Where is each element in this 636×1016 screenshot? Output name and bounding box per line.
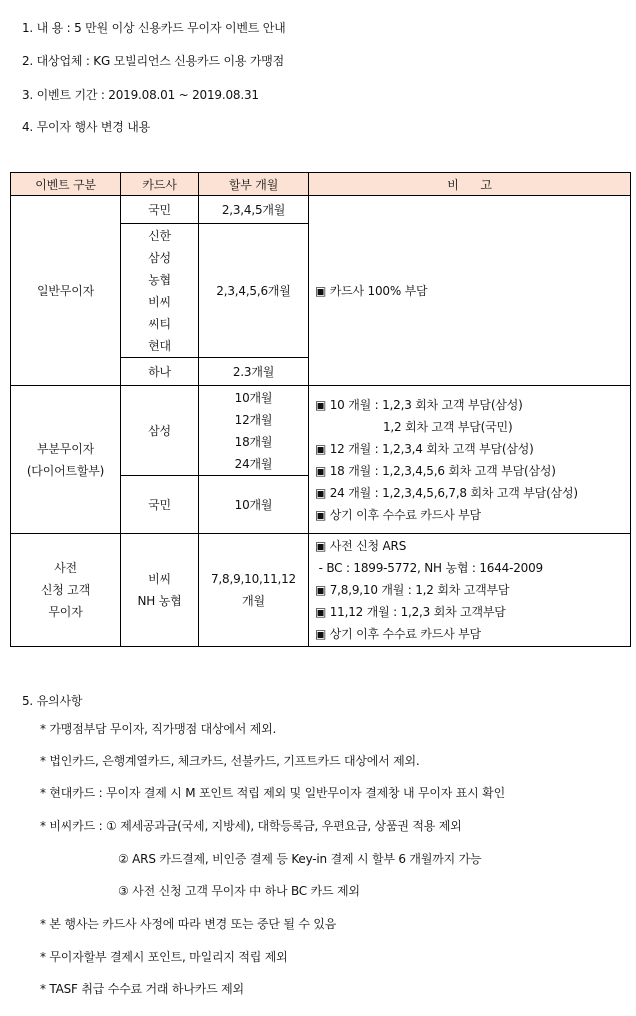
note-line: ▣ 18 개월 : 1,2,3,4,5,6 회차 고객 부담(삼성)	[315, 463, 556, 478]
note-line: ▣ 11,12 개월 : 1,2,3 회차 고객부담	[315, 605, 506, 619]
general-cards-group	[121, 224, 199, 358]
advance-label	[11, 534, 121, 647]
months-value: 7,8,9,10,11,12	[211, 572, 296, 586]
header-card-company: 카드사	[121, 173, 199, 196]
advance-notes	[309, 534, 631, 647]
advance-months	[199, 534, 309, 647]
caution-item: * 가맹점부담 무이자, 직가맹점 대상에서 제외.	[40, 722, 277, 736]
card-name: 현대	[148, 338, 171, 353]
note-line: ▣ 24 개월 : 1,2,3,4,5,6,7,8 회차 고객 부담(삼성)	[315, 485, 578, 500]
partial-months-samsung	[199, 386, 309, 476]
card-name: 삼성	[148, 250, 171, 265]
header-event-type: 이벤트 구분	[11, 173, 121, 196]
event-table	[10, 172, 631, 647]
months-value: 12개월	[234, 412, 273, 427]
general-label: 일반무이자	[11, 196, 121, 386]
intro-line-period: 3. 이벤트 기간 : 2019.08.01 ~ 2019.08.31	[22, 88, 259, 102]
caution-item: * 무이자할부 결제시 포인트, 마일리지 적립 제외	[40, 950, 288, 964]
caution-title: 5. 유의사항	[22, 694, 83, 708]
note-line: ▣ 상기 이후 수수료 카드사 부담	[315, 627, 481, 641]
note-line: ▣ 7,8,9,10 개월 : 1,2 회차 고객부담	[315, 583, 510, 597]
card-name: 신한	[148, 228, 171, 243]
partial-label-line: 부분무이자	[37, 441, 94, 456]
note-line: ▣ 12 개월 : 1,2,3,4 회차 고객 부담(삼성)	[315, 441, 534, 456]
partial-label	[11, 386, 121, 534]
general-months-kb: 2,3,4,5개월	[199, 196, 309, 224]
caution-subitem: ② ARS 카드결제, 비인증 결제 등 Key-in 결제 시 할부 6 개월까지 가능	[118, 852, 482, 866]
general-note: ▣ 카드사 100% 부담	[309, 196, 631, 386]
general-card-kb: 국민	[121, 196, 199, 224]
advance-cards	[121, 534, 199, 647]
header-remarks: 비 고	[309, 173, 631, 196]
months-value: 개월	[242, 594, 265, 608]
table-row	[11, 534, 631, 647]
intro-line-merchant: 2. 대상업체 : KG 모빌리언스 신용카드 이용 가맹점	[22, 54, 285, 68]
card-name: 씨티	[148, 316, 171, 331]
intro-line-content: 1. 내 용 : 5 만원 이상 신용카드 무이자 이벤트 안내	[22, 21, 286, 35]
general-card-hana: 하나	[121, 358, 199, 386]
header-installment-months: 할부 개월	[199, 173, 309, 196]
partial-card-samsung: 삼성	[121, 386, 199, 476]
note-line: 1,2 회차 고객 부담(국민)	[383, 419, 513, 434]
card-name: 비씨	[148, 294, 171, 309]
note-line: ▣ 상기 이후 수수료 카드사 부담	[315, 507, 481, 522]
caution-subitem: ③ 사전 신청 고객 무이자 中 하나 BC 카드 제외	[118, 884, 360, 898]
caution-item: * TASF 취급 수수료 거래 하나카드 제외	[40, 982, 244, 996]
advance-label-line: 신청 고객	[40, 583, 91, 597]
note-line: ▣ 사전 신청 ARS	[315, 539, 407, 553]
months-value: 18개월	[234, 434, 273, 449]
partial-label-line: (다이어트할부)	[26, 463, 105, 478]
table-header-row	[11, 173, 631, 196]
caution-item: * 비씨카드 : ① 제세공과금(국세, 지방세), 대학등록금, 우편요금, 상품권 적용 제외	[40, 819, 462, 833]
months-value: 24개월	[234, 456, 273, 471]
note-line: ▣ 10 개월 : 1,2,3 회차 고객 부담(삼성)	[315, 397, 523, 412]
advance-label-line: 무이자	[48, 605, 83, 619]
table-row	[11, 196, 631, 224]
table-row	[11, 386, 631, 476]
advance-label-line: 사전	[54, 561, 77, 575]
months-value: 10개월	[234, 390, 273, 405]
note-line: - BC : 1899-5772, NH 농협 : 1644-2009	[315, 561, 543, 575]
card-name: 농협	[148, 272, 171, 287]
partial-months-kb: 10개월	[199, 476, 309, 534]
card-name: 비씨	[148, 572, 171, 586]
caution-item: * 법인카드, 은행계열카드, 체크카드, 선불카드, 기프트카드 대상에서 제외.	[40, 754, 420, 768]
general-months-hana: 2.3개월	[199, 358, 309, 386]
intro-line-changes: 4. 무이자 행사 변경 내용	[22, 120, 151, 134]
partial-notes	[309, 386, 631, 534]
partial-card-kb: 국민	[121, 476, 199, 534]
caution-item: * 본 행사는 카드사 사정에 따라 변경 또는 중단 될 수 있음	[40, 917, 337, 931]
caution-item: * 현대카드 : 무이자 결제 시 M 포인트 적립 제외 및 일반무이자 결제창 내 무이자 표시 확인	[40, 786, 505, 800]
card-name: NH 농협	[137, 594, 182, 608]
general-months-group: 2,3,4,5,6개월	[199, 224, 309, 358]
